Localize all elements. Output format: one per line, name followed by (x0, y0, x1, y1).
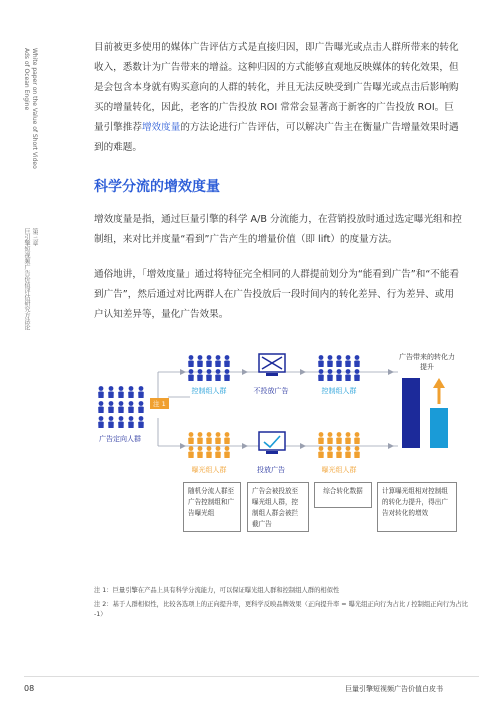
no-ad-label: 不投放广告 (253, 387, 289, 395)
lift-title: 广告带来的转化力提升 (399, 353, 455, 371)
exposed-group-left-crowd (188, 432, 230, 458)
paragraph-2: 增效度量是指，通过巨量引擎的科学 A/B 分流能力，在营销投放时通过选定曝光组和控制组，来对比并度量“看到”广告产生的增量价值（即 lift）的度量方法。 (94, 214, 462, 245)
exposed-group-label-right: 曝光组人群 (321, 466, 357, 474)
control-group-left-crowd (188, 355, 230, 381)
paragraph-1 (94, 38, 462, 158)
step-box-1: 随机分流人群至广告控制组和广告曝光组 (183, 482, 241, 532)
sidebar-book-title-line2: Ads of Ocean Engine (23, 48, 30, 111)
paragraph-1-text-end: 的方法论进行广告评估，可以解决广告主在衡量广告增量效果时遇到的难题。 (94, 122, 459, 153)
step-box-4: 计算曝光组相对控制组的转化力提升，得出广告对转化的增效 (377, 482, 457, 532)
control-group-label-right: 控制组人群 (321, 387, 357, 395)
sidebar-chapter (22, 228, 38, 330)
step-box-3: 综合转化数据 (314, 482, 372, 508)
footer-divider (24, 676, 479, 677)
exposed-conversion-bar (430, 408, 448, 448)
lift-arrow-icon (433, 378, 445, 404)
paragraph-3: 通俗地讲，「增效度量」通过将特征完全相同的人群提前划分为“能看到广告”和“不能看到广告”，然后通过对比两群人在广告投放后一段时间内的转化差异、行为差异、或用户认知差异等，量化广告效果。 (94, 269, 460, 320)
note-2: 注 2：基于人群相似性，比较各选项上的正向提升率，更科学反映品牌效果（正向提升率 = 曝光组正向行为占比 / 控制组正向行为占比 -1） (94, 601, 469, 618)
target-group-label: 广告定向人群 (99, 435, 141, 443)
step-box-2: 广告会被投放至曝光组人群，控制组人群会被拦截广告 (247, 482, 309, 532)
exposed-group-label-left: 曝光组人群 (191, 466, 227, 474)
note-1: 注 1：巨量引擎在产品上具有科学分流能力，可以保证曝光组人群和控制组人群的相似性 (94, 587, 340, 594)
connector-arrows (180, 369, 394, 449)
sidebar-chapter-no: 第三章 (31, 228, 38, 246)
page-number: 08 (24, 684, 35, 693)
sidebar-book-title (22, 48, 38, 169)
target-group-crowd (98, 386, 144, 428)
paragraph-1-text: 目前被更多使用的媒体广告评估方式是直接归因，即广告曝光或点击人群所带来的转化收入，悉数计为广告带来的增益。这种归因的方式能够直观地反映媒体的转化效果，但是会包含本身就有购买意向的人群的转化，并且无法反映受到广告曝光或点击后影响购买的增量转化，因此，老客的广告投放 ROI 常常会显著高于新客的广告投放 ROI。巨量引擎推荐 (94, 42, 459, 133)
sidebar-chapter-title: 巨引擎短视频广告价值评估研究方法论 (23, 228, 30, 330)
no-ad-monitor-icon (259, 354, 285, 376)
sidebar-book-title-line1: White paper on the Value of Short Video (31, 48, 38, 169)
ad-label: 投放广告 (257, 466, 285, 474)
control-group-label-left: 控制组人群 (191, 387, 227, 395)
control-group-right-crowd (318, 355, 360, 381)
ad-monitor-icon (259, 432, 285, 454)
exposed-group-right-crowd (318, 432, 360, 458)
paragraph-1-highlight: 增效度量 (141, 122, 181, 133)
section-heading: 科学分流的增效度量 (94, 179, 220, 195)
footer-title: 巨量引擎短视频广告价值白皮书 (345, 685, 443, 693)
note-1-badge: 注 1 (150, 398, 169, 409)
connector-lines (158, 372, 398, 446)
control-conversion-bar (402, 378, 420, 448)
